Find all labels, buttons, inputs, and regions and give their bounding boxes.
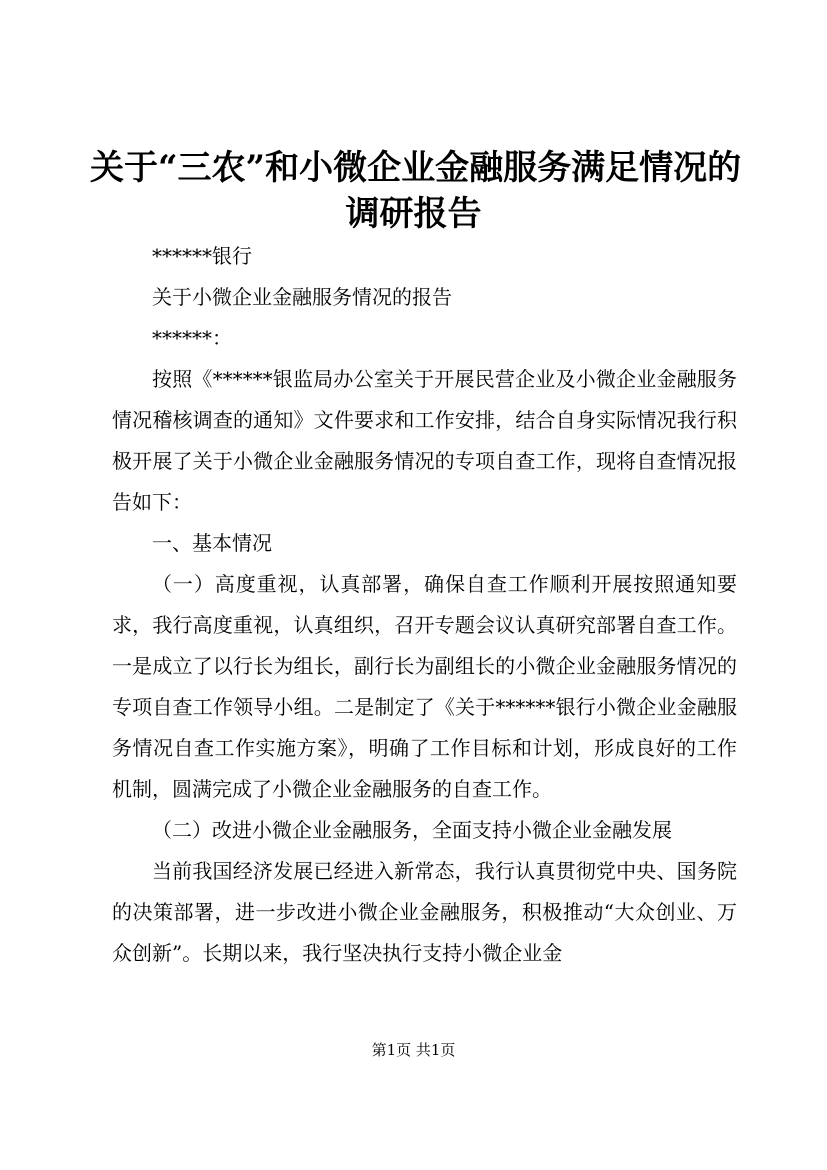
section-heading-basic-situation: 一、基本情况 <box>152 531 272 555</box>
document-body <box>112 236 737 974</box>
salutation: ******： <box>152 326 232 350</box>
paragraph-subsection-1: （一）高度重视，认真部署，确保自查工作顺利开展按照通知要求，我行高度重视，认真组织，召开专题会议认真研究部署自查工作。一是成立了以行长为组长，副行长为副组长的小微企业金融服务情况的专项自查工作领导小组。二是制定了《关于******银行小微企业金融服务情况自查工作实施方案》，明确了工作目标和计划，形成良好的工作机制，圆满完成了小微企业金融服务的自查工作。 <box>112 572 737 801</box>
paragraph-subsection-2: 当前我国经济发展已经进入新常态，我行认真贯彻党中央、国务院的决策部署，进一步改进小微企业金融服务，积极推动“大众创业、万众创新”。长期以来，我行坚决执行支持小微企业金 <box>112 859 737 965</box>
page-number-footer: 第1页 共1页 <box>371 1041 456 1059</box>
subsection-heading-2: （二）改进小微企业金融服务，全面支持小微企业金融发展 <box>152 818 672 842</box>
intro-paragraph: 按照《******银监局办公室关于开展民营企业及小微企业金融服务情况稽核调查的通知》文件要求和工作安排，结合自身实际情况我行积极开展了关于小微企业金融服务情况的专项自查工作，现将自查情况报告如下： <box>112 367 737 514</box>
document-title-line-2: 调研报告 <box>345 194 482 234</box>
document-title-line-1: 关于“三农”和小微企业金融服务满足情况的 <box>90 148 742 188</box>
bank-name-line: ******银行 <box>152 244 252 268</box>
report-subtitle: 关于小微企业金融服务情况的报告 <box>152 285 452 309</box>
